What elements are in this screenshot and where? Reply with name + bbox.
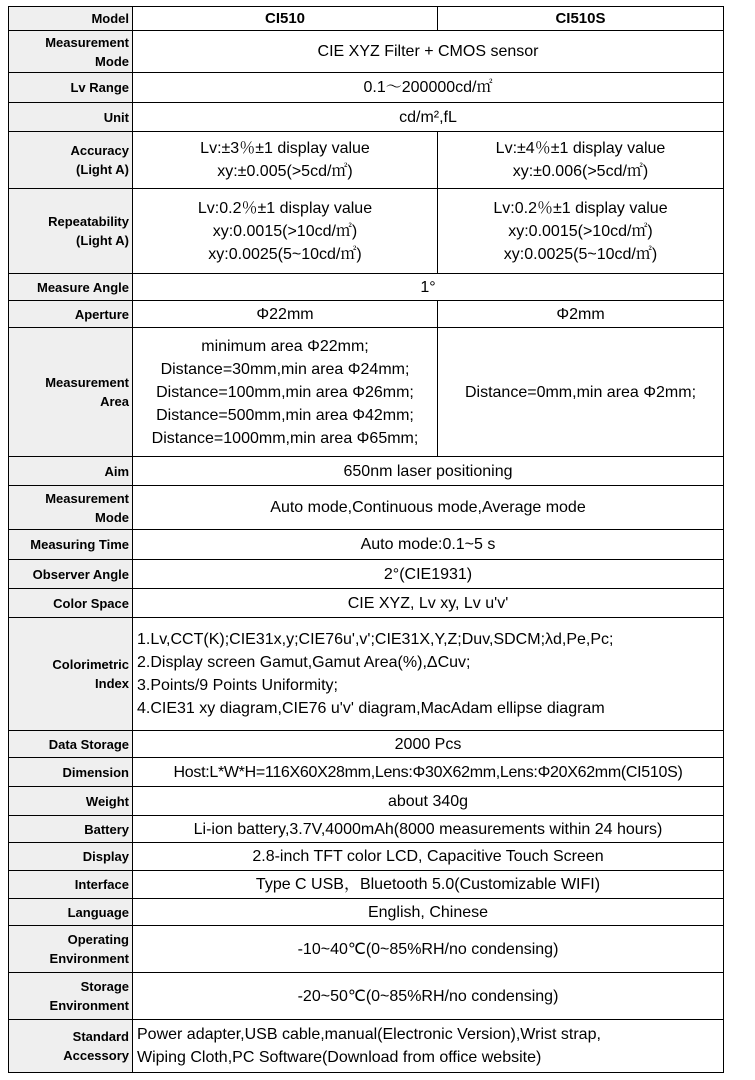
- weight-value: about 340g: [133, 787, 724, 816]
- language-label: Language: [9, 899, 133, 926]
- measurement-mode-2-value: Auto mode,Continuous mode,Average mode: [133, 486, 724, 530]
- label-line: Standard: [72, 1029, 129, 1044]
- color-space-value: CIE XYZ, Lv xy, Lv u'v': [133, 589, 724, 618]
- accuracy-b: [438, 132, 724, 189]
- label-line: Measurement: [45, 490, 129, 506]
- row-aperture: [9, 301, 724, 328]
- spec-table: [8, 6, 724, 1073]
- repeatability-b-line: xy:0.0015(>10cd/㎡): [508, 222, 653, 240]
- storage-environment-value: -20~50℃(0~85%RH/no condensing): [133, 973, 724, 1020]
- row-language: [9, 899, 724, 926]
- row-model: [9, 7, 724, 31]
- row-measurement-mode: [9, 31, 724, 73]
- measurement-area-a-line: Distance=100mm,min area Φ26mm;: [156, 383, 414, 401]
- aperture-label: Aperture: [9, 301, 133, 328]
- row-display: [9, 843, 724, 871]
- label-line: Environment: [49, 998, 129, 1013]
- accuracy-a: [133, 132, 438, 189]
- operating-environment-value: -10~40℃(0~85%RH/no condensing): [133, 926, 724, 973]
- repeatability-b-line: Lv:0.2％±1 display value: [493, 199, 668, 217]
- colorimetric-index-label: [9, 618, 133, 731]
- label-line: (Light A): [76, 162, 129, 177]
- measurement-area-a-line: minimum area Φ22mm;: [201, 337, 369, 355]
- accuracy-a-line: xy:±0.005(>5cd/㎡): [217, 163, 353, 180]
- label-line: Colorimetric: [52, 657, 129, 672]
- unit-label: Unit: [9, 103, 133, 132]
- model-b: CI510S: [438, 7, 724, 31]
- accuracy-b-line: xy:±0.006(>5cd/㎡): [512, 163, 649, 180]
- unit-value: cd/m²,fL: [133, 103, 724, 132]
- battery-value: Li-ion battery,3.7V,4000mAh(8000 measurements within 24 hours): [133, 816, 724, 843]
- interface-label: Interface: [9, 871, 133, 899]
- measurement-mode-value: CIE XYZ Filter + CMOS sensor: [133, 31, 724, 73]
- label-line: Index: [95, 676, 129, 691]
- color-space-label: Color Space: [9, 589, 133, 618]
- aim-label: Aim: [9, 457, 133, 486]
- display-value: 2.8-inch TFT color LCD, Capacitive Touch Screen: [133, 843, 724, 871]
- aim-value: 650nm laser positioning: [133, 457, 724, 486]
- row-measurement-mode-2: [9, 486, 724, 530]
- repeatability-a-line: xy:0.0015(>10cd/㎡): [212, 222, 358, 240]
- observer-angle-value: 2°(CIE1931): [133, 560, 724, 589]
- colorimetric-index-item: 4.CIE31 xy diagram,CIE76 u'v' diagram,MacAdam ellipse diagram: [137, 700, 605, 717]
- row-battery: [9, 816, 724, 843]
- row-aim: [9, 457, 724, 486]
- aperture-a: Φ22mm: [133, 301, 438, 328]
- standard-accessory-line: Power adapter,USB cable,manual(Electronic Version),Wrist strap,: [137, 1026, 601, 1043]
- repeatability-label: [9, 189, 133, 274]
- row-unit: [9, 103, 724, 132]
- measure-angle-value: 1°: [133, 274, 724, 301]
- data-storage-label: Data Storage: [9, 731, 133, 758]
- row-weight: [9, 787, 724, 816]
- label-line: Storage: [80, 979, 129, 994]
- accuracy-b-line: Lv:±4％±1 display value: [495, 140, 666, 157]
- language-value: English, Chinese: [133, 899, 724, 926]
- row-colorimetric-index: [9, 618, 724, 731]
- repeatability-a-line: xy:0.0025(5~10cd/㎡): [208, 245, 362, 263]
- repeatability-a-line: Lv:0.2％±1 display value: [197, 199, 373, 217]
- standard-accessory-value: [133, 1020, 724, 1073]
- row-measure-angle: [9, 274, 724, 301]
- label-line: Mode: [95, 509, 129, 525]
- accuracy-label: [9, 132, 133, 189]
- row-color-space: [9, 589, 724, 618]
- label-line: Environment: [49, 951, 129, 966]
- measurement-mode-label: [9, 31, 133, 73]
- colorimetric-index-item: 1.Lv,CCT(K);CIE31x,y;CIE76u',v';CIE31X,Y,Z;Duv,SDCM;λd,Pe,Pc;: [137, 631, 614, 648]
- label-line: Accuracy: [70, 143, 129, 158]
- measurement-area-a-line: Distance=500mm,min area Φ42mm;: [156, 406, 414, 424]
- colorimetric-index-value: [133, 618, 724, 731]
- colorimetric-index-item: 2.Display screen Gamut,Gamut Area(%),ΔCuv;: [137, 654, 471, 671]
- row-lv-range: [9, 73, 724, 103]
- battery-label: Battery: [9, 816, 133, 843]
- model-label: Model: [9, 7, 133, 31]
- observer-angle-label: Observer Angle: [9, 560, 133, 589]
- measurement-area-label: [9, 328, 133, 457]
- label-line: (Light A): [76, 233, 129, 248]
- row-measurement-area: [9, 328, 724, 457]
- row-storage-environment: [9, 973, 724, 1020]
- row-measuring-time: [9, 530, 724, 560]
- operating-environment-label: [9, 926, 133, 973]
- repeatability-b: [438, 189, 724, 274]
- label-line: Area: [100, 394, 129, 409]
- measuring-time-value: Auto mode:0.1~5 s: [133, 530, 724, 560]
- interface-value: Type C USB，Bluetooth 5.0(Customizable WIFI): [133, 871, 724, 899]
- row-repeatability: [9, 189, 724, 274]
- lv-range-value: 0.1～200000cd/㎡: [133, 73, 724, 103]
- label-line: Measurement: [45, 375, 129, 390]
- standard-accessory-label: [9, 1020, 133, 1073]
- row-accuracy: [9, 132, 724, 189]
- row-standard-accessory: [9, 1020, 724, 1073]
- storage-environment-label: [9, 973, 133, 1020]
- measurement-mode-2-label: [9, 486, 133, 530]
- data-storage-value: 2000 Pcs: [133, 731, 724, 758]
- weight-label: Weight: [9, 787, 133, 816]
- measurement-area-b: Distance=0mm,min area Φ2mm;: [438, 328, 724, 457]
- label-line: Measurement: [45, 34, 129, 50]
- lv-range-label: Lv Range: [9, 73, 133, 103]
- accuracy-a-line: Lv:±3％±1 display value: [200, 140, 370, 157]
- dimension-value: Host:L*W*H=116X60X28mm,Lens:Φ30X62mm,Lens:Φ20X62mm(CI510S): [133, 758, 724, 787]
- dimension-label: Dimension: [9, 758, 133, 787]
- measuring-time-label: Measuring Time: [9, 530, 133, 560]
- row-data-storage: [9, 731, 724, 758]
- measure-angle-label: Measure Angle: [9, 274, 133, 301]
- repeatability-a: [133, 189, 438, 274]
- label-line: Mode: [95, 53, 129, 69]
- repeatability-b-line: xy:0.0025(5~10cd/㎡): [503, 245, 658, 263]
- measurement-area-a-line: Distance=30mm,min area Φ24mm;: [160, 360, 410, 378]
- model-a: CI510: [133, 7, 438, 31]
- measurement-area-a: [133, 328, 438, 457]
- standard-accessory-line: Wiping Cloth,PC Software(Download from office website): [137, 1049, 542, 1066]
- label-line: Accessory: [63, 1048, 129, 1063]
- label-line: Repeatability: [48, 214, 129, 229]
- aperture-b: Φ2mm: [438, 301, 724, 328]
- row-dimension: [9, 758, 724, 787]
- label-line: Operating: [67, 932, 129, 947]
- row-interface: [9, 871, 724, 899]
- colorimetric-index-item: 3.Points/9 Points Uniformity;: [137, 677, 338, 694]
- display-label: Display: [9, 843, 133, 871]
- row-operating-environment: [9, 926, 724, 973]
- row-observer-angle: [9, 560, 724, 589]
- measurement-area-a-line: Distance=1000mm,min area Φ65mm;: [151, 429, 419, 447]
